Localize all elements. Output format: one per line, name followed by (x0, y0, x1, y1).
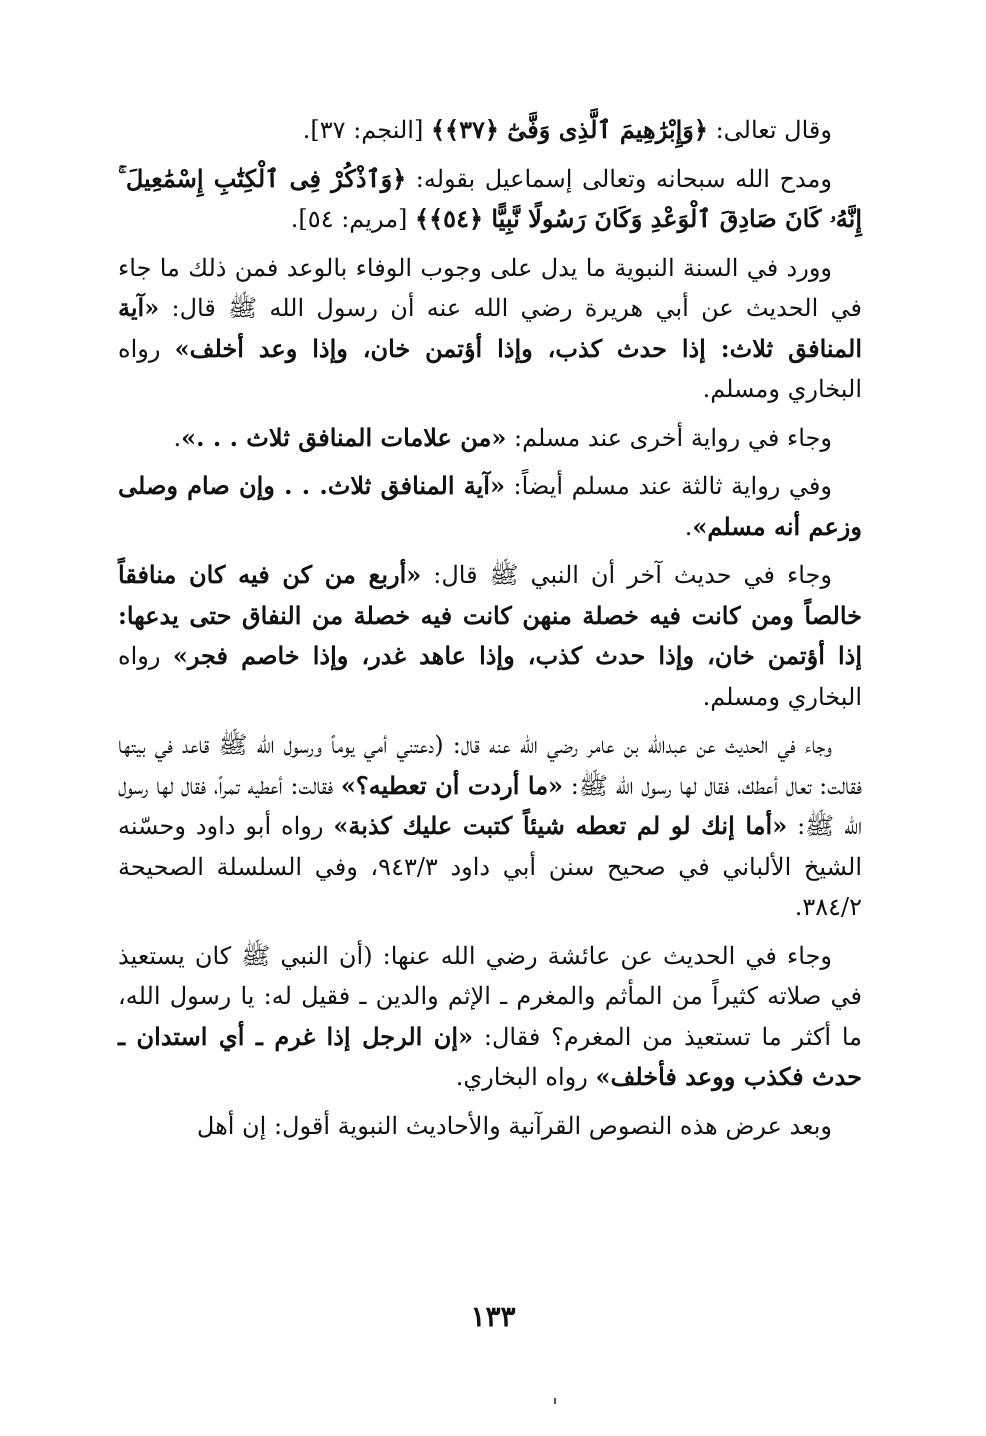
text: . (173, 423, 182, 452)
scan-mark (554, 1398, 556, 1404)
hadith-quote: «أما إنك لو لم تعطه شيئاً كتبت عليك كذبة» (333, 811, 788, 840)
hadith-quote: «من علامات المنافق ثلاث . . .» (181, 422, 507, 452)
text: وبعد عرض هذه النصوص القرآنية والأحاديث النبوية أقول: إن أهل (196, 1111, 832, 1140)
text: وفي رواية ثالثة عند مسلم أيضاً: (504, 472, 832, 500)
hadith-quote: «ما أردت أن تعطيه؟» (340, 770, 564, 800)
paragraph-1 (118, 110, 862, 151)
paragraph-9 (118, 1106, 862, 1147)
text: رواه البخاري ومسلم. (118, 334, 862, 403)
text: وورد في السنة النبوية ما يدل على وجوب الوفاء بالوعد فمن ذلك ما جاء في الحديث عن أبي هريرة رضي الله عنه أن رسول الله ﷺ قال: (118, 253, 862, 322)
paragraph-7 (118, 725, 862, 928)
hadith-quote: «إن الرجل إذا غرم ـ أي استدان ـ حدث فكذب ووعد فأخلف» (118, 1021, 862, 1091)
page-number: ١٣٣ (470, 1300, 516, 1333)
paragraph-8 (118, 936, 862, 1098)
text: ومدح الله سبحانه وتعالى إسماعيل بقوله: (406, 164, 832, 193)
text: وجاء في الحديث عن عائشة رضي الله عنها: (أن النبي ﷺ كان يستعيذ في صلاته كثيراً من المأثم والمغرم ـ الإثم والدين ـ فقيل له: يا رسول الله، ما أكثر ما تستعيذ من المغرم؟ فقال: (118, 941, 863, 1051)
text: وجاء في حديث آخر أن النبي ﷺ قال: (421, 561, 832, 589)
text: رواه البخاري. (455, 1063, 596, 1091)
paragraph-2 (118, 159, 862, 240)
paragraph-5 (118, 466, 862, 547)
hadith-quote: «آية المنافق ثلاث. . . وإن صام وصلى وزعم أنه مسلم» (118, 471, 862, 541)
text: وقال تعالى: (707, 116, 832, 144)
quran-verse: ﴿وَٱذْكُرْ فِى ٱلْكِتَٰبِ إِسْمَٰعِيلَ ۚ إِنَّهُۥ كَانَ صَادِقَ ٱلْوَعْدِ وَكَانَ رَسُولًا نَّبِيًّا ﴿٥٤﴾﴾ (118, 163, 862, 233)
paragraph-4 (118, 418, 862, 459)
text: . (684, 512, 693, 541)
text: رواه أبو داود وحسّنه الشيخ الألباني في صحيح سنن أبي داود ٩٤٣/٣، وفي السلسلة الصحيحة ٣٨٤/٢. (118, 812, 862, 921)
hadith-quote: «أربع من كن فيه كان منافقاً خالصاً ومن كانت فيه خصلة منهن كانت فيه خصلة من النفاق حتى يدعها: إذا أؤتمن خان، وإذا حدث كذب، وإذا عاهد غدر، وإذا خاصم فجر» (118, 560, 862, 670)
hadith-quote: «آية المنافق ثلاث: إذا حدث كذب، وإذا أؤتمن خان، وإذا وعد أخلف» (118, 293, 862, 363)
surah-reference: [مريم: ٥٤]. (290, 205, 416, 233)
page-body (118, 110, 862, 1340)
text: فقالت: أعطيه تمراً، فقال لها رسول الله ﷺ: (118, 771, 862, 840)
paragraph-6 (118, 555, 862, 717)
text: وجاء في الحديث عن عبدالله بن عامر رضي الله عنه قال: (دعتني أمي يوماً ورسول الله ﷺ قاعد في بيتها فقالت: تعال أعطك، فقال لها رسول الله ﷺ: (118, 731, 862, 800)
text: رواه البخاري ومسلم. (118, 642, 862, 711)
text: وجاء في رواية أخرى عند مسلم: (506, 423, 832, 452)
surah-reference: [النجم: ٣٧]. (302, 116, 431, 144)
paragraph-3 (118, 248, 862, 410)
quran-verse: ﴿وَإِبْرَٰهِيمَ ٱلَّذِى وَفَّىٰٓ ﴿٣٧﴾﴾ (430, 115, 708, 144)
